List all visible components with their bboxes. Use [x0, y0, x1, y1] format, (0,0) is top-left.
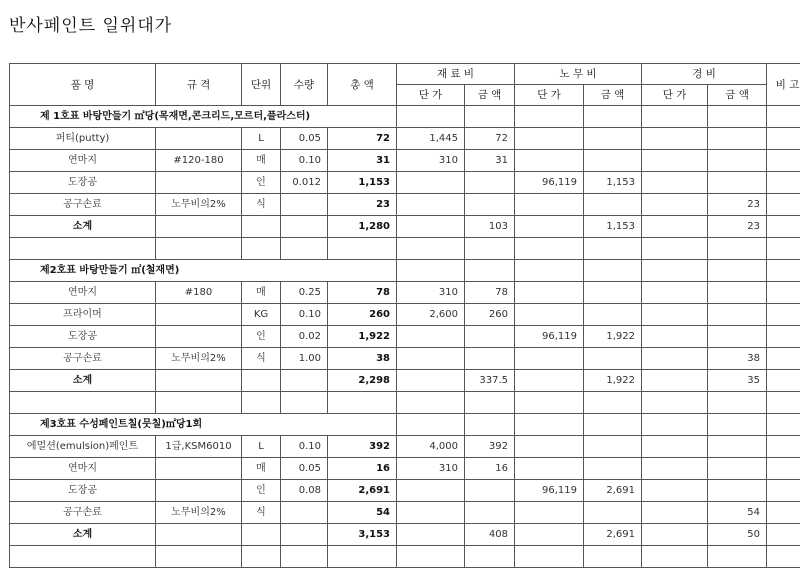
expense-unit-price — [642, 458, 708, 480]
item-unit: 매 — [242, 282, 281, 304]
material-amount — [465, 172, 515, 194]
item-spec: 1급,KSM6010 — [156, 436, 242, 458]
subtotal-row — [10, 524, 800, 546]
page-title: 반사페인트 일위대가 — [9, 16, 173, 36]
labor-amount — [584, 150, 642, 172]
empty-cell — [10, 238, 156, 260]
material-amount — [465, 502, 515, 524]
note-cell — [767, 172, 800, 194]
item-spec: 노무비의2% — [156, 194, 242, 216]
expense-unit-price — [642, 502, 708, 524]
item-spec: #120-180 — [156, 150, 242, 172]
note-cell — [767, 150, 800, 172]
empty-cell — [767, 546, 800, 568]
item-total: 38 — [328, 348, 397, 370]
item-name: 공구손료 — [10, 194, 156, 216]
col-header-qty: 수량 — [281, 64, 328, 106]
note-cell — [767, 216, 800, 238]
item-qty: 0.02 — [281, 326, 328, 348]
empty-cell — [465, 546, 515, 568]
empty-cell — [584, 260, 642, 282]
item-name: 퍼티(putty) — [10, 128, 156, 150]
material-unit-price — [397, 326, 465, 348]
labor-unit-price — [515, 458, 584, 480]
section-heading-row — [10, 106, 800, 128]
labor-amount — [584, 458, 642, 480]
expense-unit-price — [642, 150, 708, 172]
table-row — [10, 348, 800, 370]
blank-row — [10, 546, 800, 568]
note-cell — [767, 282, 800, 304]
subtotal-total: 2,298 — [328, 370, 397, 392]
empty-cell — [281, 524, 328, 546]
empty-cell — [708, 392, 767, 414]
col-header-spec: 규 격 — [156, 64, 242, 106]
material-unit-price: 1,445 — [397, 128, 465, 150]
expense-amount — [708, 480, 767, 502]
item-spec: 노무비의2% — [156, 348, 242, 370]
subtotal-expense-amount: 35 — [708, 370, 767, 392]
blank-row — [10, 392, 800, 414]
item-total: 1,153 — [328, 172, 397, 194]
labor-amount — [584, 502, 642, 524]
empty-cell — [397, 414, 465, 436]
material-unit-price: 310 — [397, 150, 465, 172]
expense-amount: 54 — [708, 502, 767, 524]
empty-cell — [156, 392, 242, 414]
empty-cell — [465, 392, 515, 414]
item-name: 연마지 — [10, 282, 156, 304]
note-cell — [767, 502, 800, 524]
empty-cell — [642, 370, 708, 392]
labor-unit-price — [515, 150, 584, 172]
empty-cell — [465, 260, 515, 282]
item-unit: 인 — [242, 326, 281, 348]
empty-cell — [465, 414, 515, 436]
col-header-total: 총 액 — [328, 64, 397, 106]
subtotal-row — [10, 370, 800, 392]
col-header-labor-unit-price: 단 가 — [515, 85, 584, 106]
empty-cell — [397, 370, 465, 392]
empty-cell — [642, 260, 708, 282]
expense-amount — [708, 458, 767, 480]
subtotal-labor-amount: 1,922 — [584, 370, 642, 392]
labor-amount — [584, 282, 642, 304]
subtotal-row — [10, 216, 800, 238]
empty-cell — [515, 370, 584, 392]
subtotal-label: 소계 — [10, 216, 156, 238]
item-name: 에멀션(emulsion)페인트 — [10, 436, 156, 458]
col-header-material-amount: 금 액 — [465, 85, 515, 106]
empty-cell — [242, 392, 281, 414]
empty-cell — [708, 414, 767, 436]
item-name: 공구손료 — [10, 348, 156, 370]
item-name: 연마지 — [10, 458, 156, 480]
subtotal-total: 1,280 — [328, 216, 397, 238]
item-total: 78 — [328, 282, 397, 304]
item-spec — [156, 458, 242, 480]
material-amount — [465, 348, 515, 370]
item-name: 도장공 — [10, 326, 156, 348]
expense-amount: 23 — [708, 194, 767, 216]
col-header-note: 비 고 — [767, 64, 800, 106]
table-row — [10, 194, 800, 216]
item-qty: 0.10 — [281, 150, 328, 172]
empty-cell — [156, 216, 242, 238]
empty-cell — [708, 260, 767, 282]
subtotal-material-amount: 337.5 — [465, 370, 515, 392]
item-unit: KG — [242, 304, 281, 326]
empty-cell — [242, 216, 281, 238]
labor-unit-price — [515, 348, 584, 370]
item-spec — [156, 172, 242, 194]
expense-unit-price — [642, 194, 708, 216]
item-spec — [156, 326, 242, 348]
material-amount: 392 — [465, 436, 515, 458]
labor-unit-price: 96,119 — [515, 326, 584, 348]
material-amount: 31 — [465, 150, 515, 172]
section-heading-row — [10, 260, 800, 282]
empty-cell — [242, 370, 281, 392]
empty-cell — [515, 260, 584, 282]
material-unit-price — [397, 348, 465, 370]
item-unit: 매 — [242, 458, 281, 480]
note-cell — [767, 128, 800, 150]
empty-cell — [156, 546, 242, 568]
expense-unit-price — [642, 436, 708, 458]
subtotal-total: 3,153 — [328, 524, 397, 546]
expense-amount: 38 — [708, 348, 767, 370]
item-spec: #180 — [156, 282, 242, 304]
note-cell — [767, 458, 800, 480]
item-name: 프라이머 — [10, 304, 156, 326]
empty-cell — [767, 392, 800, 414]
item-total: 23 — [328, 194, 397, 216]
note-cell — [767, 326, 800, 348]
empty-cell — [281, 392, 328, 414]
expense-unit-price — [642, 326, 708, 348]
labor-unit-price — [515, 304, 584, 326]
table-row — [10, 480, 800, 502]
item-qty: 0.012 — [281, 172, 328, 194]
item-name: 도장공 — [10, 172, 156, 194]
labor-unit-price — [515, 194, 584, 216]
subtotal-label: 소계 — [10, 370, 156, 392]
subtotal-expense-amount: 23 — [708, 216, 767, 238]
empty-cell — [281, 216, 328, 238]
item-name: 연마지 — [10, 150, 156, 172]
empty-cell — [281, 238, 328, 260]
empty-cell — [156, 238, 242, 260]
empty-cell — [281, 370, 328, 392]
note-cell — [767, 370, 800, 392]
col-header-material-unit-price: 단 가 — [397, 85, 465, 106]
labor-amount — [584, 194, 642, 216]
expense-amount — [708, 128, 767, 150]
expense-unit-price — [642, 348, 708, 370]
material-unit-price: 2,600 — [397, 304, 465, 326]
material-unit-price — [397, 172, 465, 194]
table-row — [10, 326, 800, 348]
empty-cell — [515, 524, 584, 546]
subtotal-expense-amount: 50 — [708, 524, 767, 546]
item-qty — [281, 502, 328, 524]
item-total: 1,922 — [328, 326, 397, 348]
empty-cell — [328, 392, 397, 414]
empty-cell — [767, 260, 800, 282]
section-heading: 제2호표 바탕만들기 ㎡(철재면) — [10, 260, 397, 282]
blank-row — [10, 238, 800, 260]
labor-amount: 1,922 — [584, 326, 642, 348]
empty-cell — [642, 238, 708, 260]
item-qty: 0.25 — [281, 282, 328, 304]
material-unit-price — [397, 194, 465, 216]
labor-amount: 2,691 — [584, 480, 642, 502]
item-qty: 1.00 — [281, 348, 328, 370]
empty-cell — [465, 106, 515, 128]
empty-cell — [642, 546, 708, 568]
empty-cell — [767, 238, 800, 260]
item-qty: 0.08 — [281, 480, 328, 502]
labor-unit-price — [515, 282, 584, 304]
material-amount — [465, 480, 515, 502]
table-row — [10, 128, 800, 150]
material-amount: 78 — [465, 282, 515, 304]
labor-amount — [584, 348, 642, 370]
empty-cell — [584, 238, 642, 260]
subtotal-labor-amount: 1,153 — [584, 216, 642, 238]
item-spec — [156, 304, 242, 326]
note-cell — [767, 304, 800, 326]
item-total: 31 — [328, 150, 397, 172]
labor-amount — [584, 436, 642, 458]
item-qty: 0.10 — [281, 304, 328, 326]
empty-cell — [642, 524, 708, 546]
empty-cell — [397, 106, 465, 128]
note-cell — [767, 348, 800, 370]
item-qty: 0.10 — [281, 436, 328, 458]
empty-cell — [397, 546, 465, 568]
col-header-expense-amount: 금 액 — [708, 85, 767, 106]
empty-cell — [242, 524, 281, 546]
unit-cost-table — [9, 63, 800, 568]
empty-cell — [515, 392, 584, 414]
note-cell — [767, 194, 800, 216]
item-spec: 노무비의2% — [156, 502, 242, 524]
item-unit: 인 — [242, 480, 281, 502]
item-name: 공구손료 — [10, 502, 156, 524]
material-unit-price: 4,000 — [397, 436, 465, 458]
table-row — [10, 436, 800, 458]
col-header-labor: 노 무 비 — [515, 64, 642, 85]
subtotal-labor-amount: 2,691 — [584, 524, 642, 546]
labor-unit-price: 96,119 — [515, 480, 584, 502]
empty-cell — [642, 216, 708, 238]
note-cell — [767, 436, 800, 458]
item-total: 72 — [328, 128, 397, 150]
item-qty — [281, 194, 328, 216]
empty-cell — [515, 546, 584, 568]
empty-cell — [642, 392, 708, 414]
table-row — [10, 502, 800, 524]
expense-amount — [708, 326, 767, 348]
item-unit: L — [242, 128, 281, 150]
material-unit-price: 310 — [397, 458, 465, 480]
item-unit: 식 — [242, 348, 281, 370]
empty-cell — [242, 238, 281, 260]
labor-amount — [584, 304, 642, 326]
item-qty: 0.05 — [281, 458, 328, 480]
empty-cell — [708, 238, 767, 260]
empty-cell — [584, 106, 642, 128]
empty-cell — [708, 106, 767, 128]
labor-unit-price — [515, 128, 584, 150]
material-unit-price — [397, 480, 465, 502]
expense-amount — [708, 436, 767, 458]
labor-amount: 1,153 — [584, 172, 642, 194]
table-row — [10, 172, 800, 194]
table-row — [10, 458, 800, 480]
labor-amount — [584, 128, 642, 150]
empty-cell — [584, 414, 642, 436]
empty-cell — [767, 414, 800, 436]
expense-unit-price — [642, 304, 708, 326]
item-unit: 매 — [242, 150, 281, 172]
expense-amount — [708, 282, 767, 304]
empty-cell — [584, 392, 642, 414]
labor-unit-price: 96,119 — [515, 172, 584, 194]
expense-unit-price — [642, 128, 708, 150]
item-total: 16 — [328, 458, 397, 480]
empty-cell — [642, 414, 708, 436]
item-spec — [156, 128, 242, 150]
empty-cell — [328, 238, 397, 260]
empty-cell — [515, 106, 584, 128]
empty-cell — [10, 392, 156, 414]
empty-cell — [515, 216, 584, 238]
material-unit-price: 310 — [397, 282, 465, 304]
item-name: 도장공 — [10, 480, 156, 502]
item-total: 260 — [328, 304, 397, 326]
empty-cell — [767, 106, 800, 128]
empty-cell — [397, 216, 465, 238]
item-unit: 인 — [242, 172, 281, 194]
empty-cell — [281, 546, 328, 568]
item-unit: 식 — [242, 194, 281, 216]
item-unit: 식 — [242, 502, 281, 524]
empty-cell — [465, 238, 515, 260]
section-heading-row — [10, 414, 800, 436]
empty-cell — [242, 546, 281, 568]
note-cell — [767, 480, 800, 502]
empty-cell — [397, 392, 465, 414]
empty-cell — [156, 370, 242, 392]
expense-amount — [708, 150, 767, 172]
table-row — [10, 150, 800, 172]
section-heading: 제3호표 수성페인트칠(뭇칠)㎡당1회 — [10, 414, 397, 436]
empty-cell — [397, 238, 465, 260]
empty-cell — [397, 260, 465, 282]
empty-cell — [642, 106, 708, 128]
expense-amount — [708, 172, 767, 194]
material-amount: 16 — [465, 458, 515, 480]
table-body — [10, 106, 800, 568]
col-header-unit: 단위 — [242, 64, 281, 106]
section-heading: 제 1호표 바탕만들기 ㎡당(목재면,콘크리드,모르터,플라스터) — [10, 106, 397, 128]
item-spec — [156, 480, 242, 502]
empty-cell — [156, 524, 242, 546]
material-unit-price — [397, 502, 465, 524]
empty-cell — [584, 546, 642, 568]
empty-cell — [708, 546, 767, 568]
subtotal-material-amount: 103 — [465, 216, 515, 238]
item-qty: 0.05 — [281, 128, 328, 150]
table-row — [10, 282, 800, 304]
empty-cell — [515, 414, 584, 436]
item-total: 392 — [328, 436, 397, 458]
col-header-material: 재 료 비 — [397, 64, 515, 85]
material-amount: 72 — [465, 128, 515, 150]
expense-amount — [708, 304, 767, 326]
expense-unit-price — [642, 282, 708, 304]
labor-unit-price — [515, 502, 584, 524]
col-header-item: 품 명 — [10, 64, 156, 106]
item-unit: L — [242, 436, 281, 458]
expense-unit-price — [642, 172, 708, 194]
item-total: 2,691 — [328, 480, 397, 502]
header-row-1 — [10, 64, 800, 85]
material-amount — [465, 194, 515, 216]
item-total: 54 — [328, 502, 397, 524]
subtotal-material-amount: 408 — [465, 524, 515, 546]
empty-cell — [397, 524, 465, 546]
empty-cell — [515, 238, 584, 260]
material-amount — [465, 326, 515, 348]
material-amount: 260 — [465, 304, 515, 326]
note-cell — [767, 524, 800, 546]
labor-unit-price — [515, 436, 584, 458]
subtotal-label: 소계 — [10, 524, 156, 546]
col-header-labor-amount: 금 액 — [584, 85, 642, 106]
col-header-expense-unit-price: 단 가 — [642, 85, 708, 106]
empty-cell — [328, 546, 397, 568]
expense-unit-price — [642, 480, 708, 502]
table-row — [10, 304, 800, 326]
empty-cell — [10, 546, 156, 568]
col-header-expense: 경 비 — [642, 64, 767, 85]
